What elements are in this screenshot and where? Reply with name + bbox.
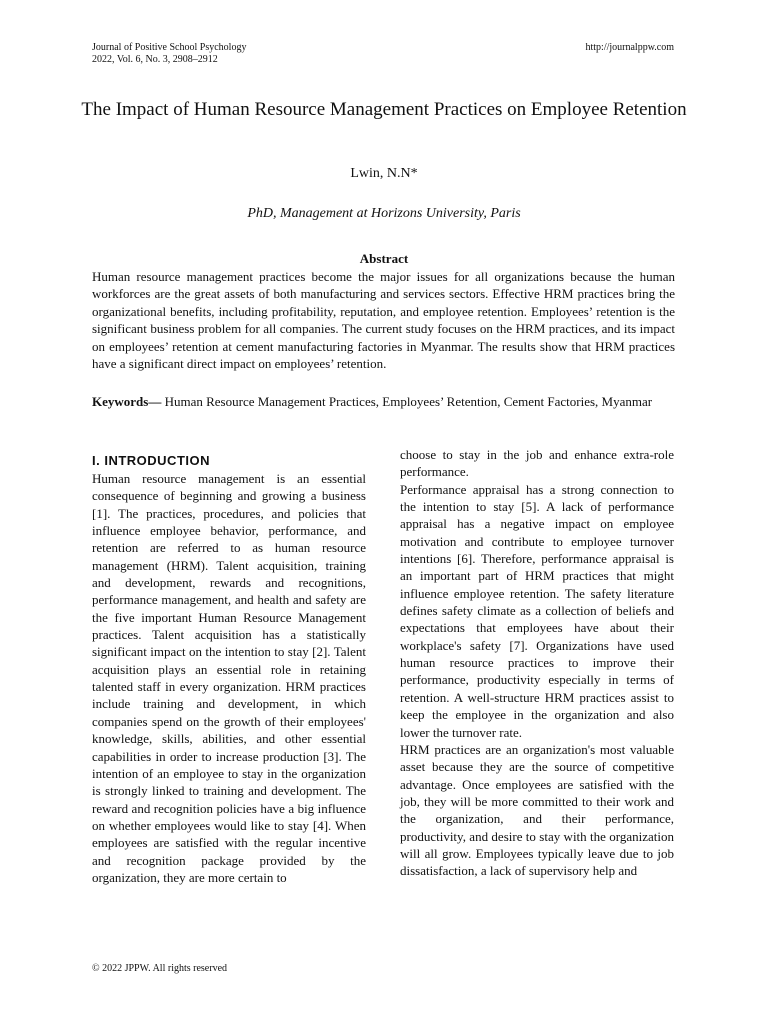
journal-issue: 2022, Vol. 6, No. 3, 2908–2912 xyxy=(92,54,218,65)
author-affiliation: PhD, Management at Horizons University, Paris xyxy=(247,206,521,221)
body-paragraph: Human resource management is an essential consequence of beginning and growing a business [1]. The practices, procedures, and policies that influence employee behavior, performance, and retention are referred to as human resource management (HRM). Talent acquisition, training and development, rewards and recognitions, performance management, and health and safety are the five important Human Resource Management practices. Talent acquisition has a statistically significant impact on the intention to stay [2]. Talent acquisition plays an essential role in retaining talented staff in every organization. HRM practices include training and development, in which companies spend on the growth of their employees' knowledge, skills, abilities, and other essential capabilities in order to increase production [3]. The intention of an employee to stay in the organization is strongly linked to training and development. The reward and recognition policies have a big influence on whether employees would like to stay [4]. When employees are satisfied with the regular incentive and recognition package provided by the organization, they are more certain to xyxy=(92,471,366,885)
left-column xyxy=(92,452,366,886)
running-header-journal xyxy=(92,42,246,66)
keywords-label: Keywords— xyxy=(92,394,162,409)
journal-name: Journal of Positive School Psychology xyxy=(92,42,247,53)
body-paragraph: choose to stay in the job and enhance extra-role performance. xyxy=(400,447,674,480)
right-column xyxy=(400,446,674,880)
journal-url[interactable]: http://journalppw.com xyxy=(585,42,674,53)
paper-title: The Impact of Human Resource Management Practices on Employee Retention xyxy=(81,99,687,120)
body-paragraph: HRM practices are an organization's most valuable asset because they are the source of competitive advantage. Once employees are satisfied with the job, they will be more committed to their work and the organization, and their performance, productivity, and desire to stay with the organization will all grow. Employees typically leave due to job dissatisfaction, a lack of supervisory help and xyxy=(400,741,674,879)
author-name: Lwin, N.N* xyxy=(350,166,418,181)
abstract-text: Human resource management practices become the major issues for all organizations because the human workforces are the great assets of both manufacturing and services sectors. Effective HRM practices bring the organizational benefits, including profitability, reputation, and employee retention. Employees’ retention is the significant business problem for all companies. The current study focuses on the HRM practices, and its impact on employees’ retention at cement manufacturing factories in Myanmar. The results show that HRM practices have a significant direct impact on employees’ retention. xyxy=(92,269,675,372)
section-heading-introduction: I. INTRODUCTION xyxy=(92,453,210,468)
keywords-text: Human Resource Management Practices, Employees’ Retention, Cement Factories, Myanmar xyxy=(164,394,653,409)
body-paragraph: Performance appraisal has a strong connection to the intention to stay [5]. A lack of performance appraisal has a negative impact on employee motivation and contribute to employee turnover intentions [6]. Therefore, performance appraisal is an important part of HRM practices that might influence employee retention. The safety literature defines safety climate as a collection of beliefs and expectations that employees have about their workplace's safety [7]. Organizations have used human resource practices to improve their performance, productivity especially in terms of retention. A well-structure HRM practices assist to keep the employee in the organization and also lower the turnover rate. xyxy=(400,481,674,740)
keywords-line xyxy=(92,393,675,410)
copyright-footer: © 2022 JPPW. All rights reserved xyxy=(92,963,228,974)
abstract-heading: Abstract xyxy=(359,251,409,266)
